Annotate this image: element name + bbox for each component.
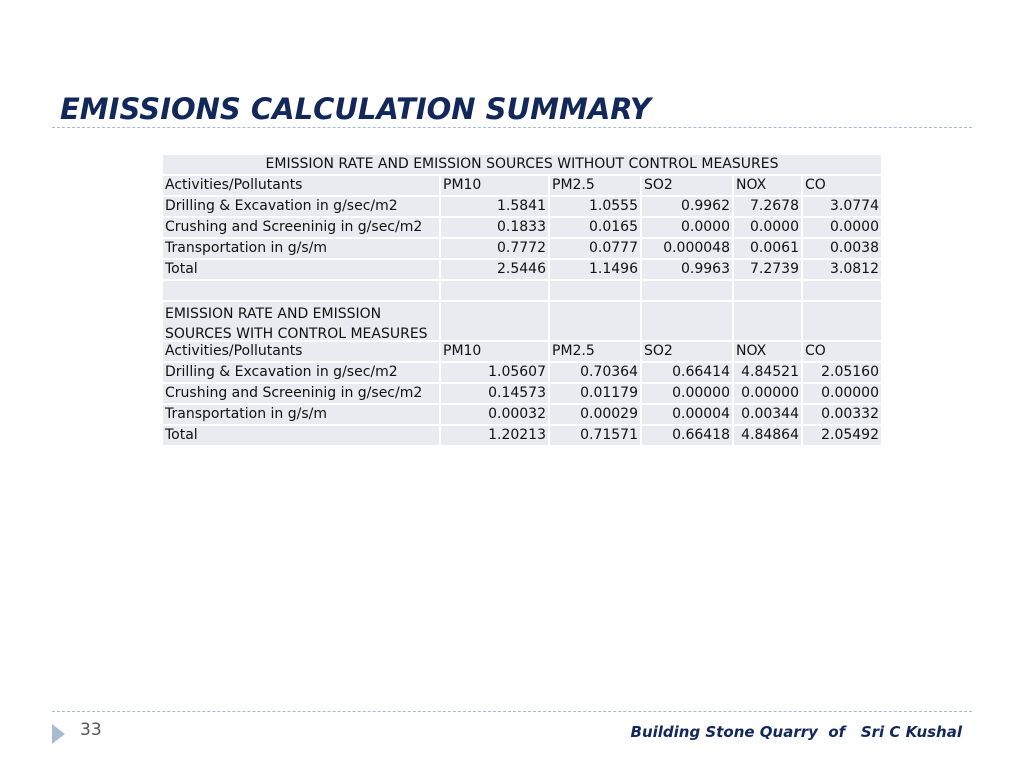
table-cell: 0.9962 [642, 197, 732, 216]
table-cell: 0.00000 [642, 384, 732, 403]
table-cell: 7.2678 [734, 197, 801, 216]
table-cell: 0.00332 [803, 405, 881, 424]
table-cell: 0.0165 [550, 218, 640, 237]
table-cell: 0.66418 [642, 426, 732, 445]
table-cell: 0.71571 [550, 426, 640, 445]
table-row [163, 363, 881, 382]
section2-title-cell [163, 302, 439, 340]
row-label: Transportation in g/s/m [163, 239, 439, 258]
table-row-total [163, 260, 881, 279]
table-cell: 0.70364 [550, 363, 640, 382]
empty-cell [550, 281, 640, 300]
table-cell: 0.00004 [642, 405, 732, 424]
section2-header-row [163, 342, 881, 361]
column-header: CO [803, 176, 881, 195]
row-label: Total [163, 260, 439, 279]
table-row [163, 384, 881, 403]
table-cell: 1.0555 [550, 197, 640, 216]
empty-cell [441, 281, 548, 300]
table-cell: 1.1496 [550, 260, 640, 279]
row-label: Drilling & Excavation in g/sec/m2 [163, 363, 439, 382]
section1-header-row [163, 176, 881, 195]
table-cell: 0.7772 [441, 239, 548, 258]
table-cell: 0.00000 [734, 384, 801, 403]
table-cell: 0.000048 [642, 239, 732, 258]
slide-title: EMISSIONS CALCULATION SUMMARY [60, 92, 651, 126]
table-row [163, 218, 881, 237]
empty-cell [734, 281, 801, 300]
empty-cell [550, 302, 640, 340]
table-cell: 0.14573 [441, 384, 548, 403]
table-cell: 7.2739 [734, 260, 801, 279]
row-label: Crushing and Screeninig in g/sec/m2 [163, 384, 439, 403]
row-label: Total [163, 426, 439, 445]
table-cell: 0.0000 [803, 218, 881, 237]
table-row-total [163, 426, 881, 445]
table-cell: 3.0774 [803, 197, 881, 216]
table-cell: 4.84864 [734, 426, 801, 445]
table-cell: 0.0000 [642, 218, 732, 237]
table-cell: 0.0061 [734, 239, 801, 258]
table-row [163, 239, 881, 258]
column-header: NOX [734, 176, 801, 195]
table-cell: 2.5446 [441, 260, 548, 279]
empty-cell [803, 302, 881, 340]
table-cell: 0.0777 [550, 239, 640, 258]
column-header: NOX [734, 342, 801, 361]
column-header: CO [803, 342, 881, 361]
section2-title: EMISSION RATE AND EMISSION SOURCES WITH CONTROL MEASURES [165, 306, 428, 340]
column-header: SO2 [642, 342, 732, 361]
column-header: PM10 [441, 176, 548, 195]
table-cell: 0.66414 [642, 363, 732, 382]
column-header: Activities/Pollutants [163, 342, 439, 361]
emissions-table-body [163, 155, 881, 445]
table-cell: 0.1833 [441, 218, 548, 237]
table-cell: 0.00344 [734, 405, 801, 424]
table-cell: 0.0000 [734, 218, 801, 237]
section2-title-row [163, 302, 881, 340]
table-cell: 0.00000 [803, 384, 881, 403]
row-label: Transportation in g/s/m [163, 405, 439, 424]
column-header: PM2.5 [550, 176, 640, 195]
row-label: Drilling & Excavation in g/sec/m2 [163, 197, 439, 216]
empty-cell [441, 302, 548, 340]
table-cell: 0.0038 [803, 239, 881, 258]
footer-text: Building Stone Quarry of Sri C Kushal [630, 723, 962, 741]
column-header: PM10 [441, 342, 548, 361]
table-cell: 0.9963 [642, 260, 732, 279]
empty-cell [642, 302, 732, 340]
table-row [163, 197, 881, 216]
slide-number: 33 [80, 720, 102, 740]
table-row [163, 405, 881, 424]
emissions-table [161, 153, 883, 447]
column-header: PM2.5 [550, 342, 640, 361]
row-label: Crushing and Screeninig in g/sec/m2 [163, 218, 439, 237]
table-cell: 2.05160 [803, 363, 881, 382]
column-header: SO2 [642, 176, 732, 195]
section1-title: EMISSION RATE AND EMISSION SOURCES WITHOUT CONTROL MEASURES [163, 155, 881, 174]
table-cell: 2.05492 [803, 426, 881, 445]
empty-cell [803, 281, 881, 300]
title-divider [52, 127, 972, 128]
triangle-arrow-icon [52, 724, 65, 744]
table-cell: 1.20213 [441, 426, 548, 445]
empty-cell [734, 302, 801, 340]
table-cell: 3.0812 [803, 260, 881, 279]
table-cell: 0.01179 [550, 384, 640, 403]
table-cell: 0.00029 [550, 405, 640, 424]
footer-divider [52, 711, 972, 712]
table-cell: 4.84521 [734, 363, 801, 382]
empty-row [163, 281, 881, 300]
empty-cell [642, 281, 732, 300]
column-header: Activities/Pollutants [163, 176, 439, 195]
table-cell: 1.5841 [441, 197, 548, 216]
table-cell: 0.00032 [441, 405, 548, 424]
section1-title-row [163, 155, 881, 174]
empty-cell [163, 281, 439, 300]
table-cell: 1.05607 [441, 363, 548, 382]
